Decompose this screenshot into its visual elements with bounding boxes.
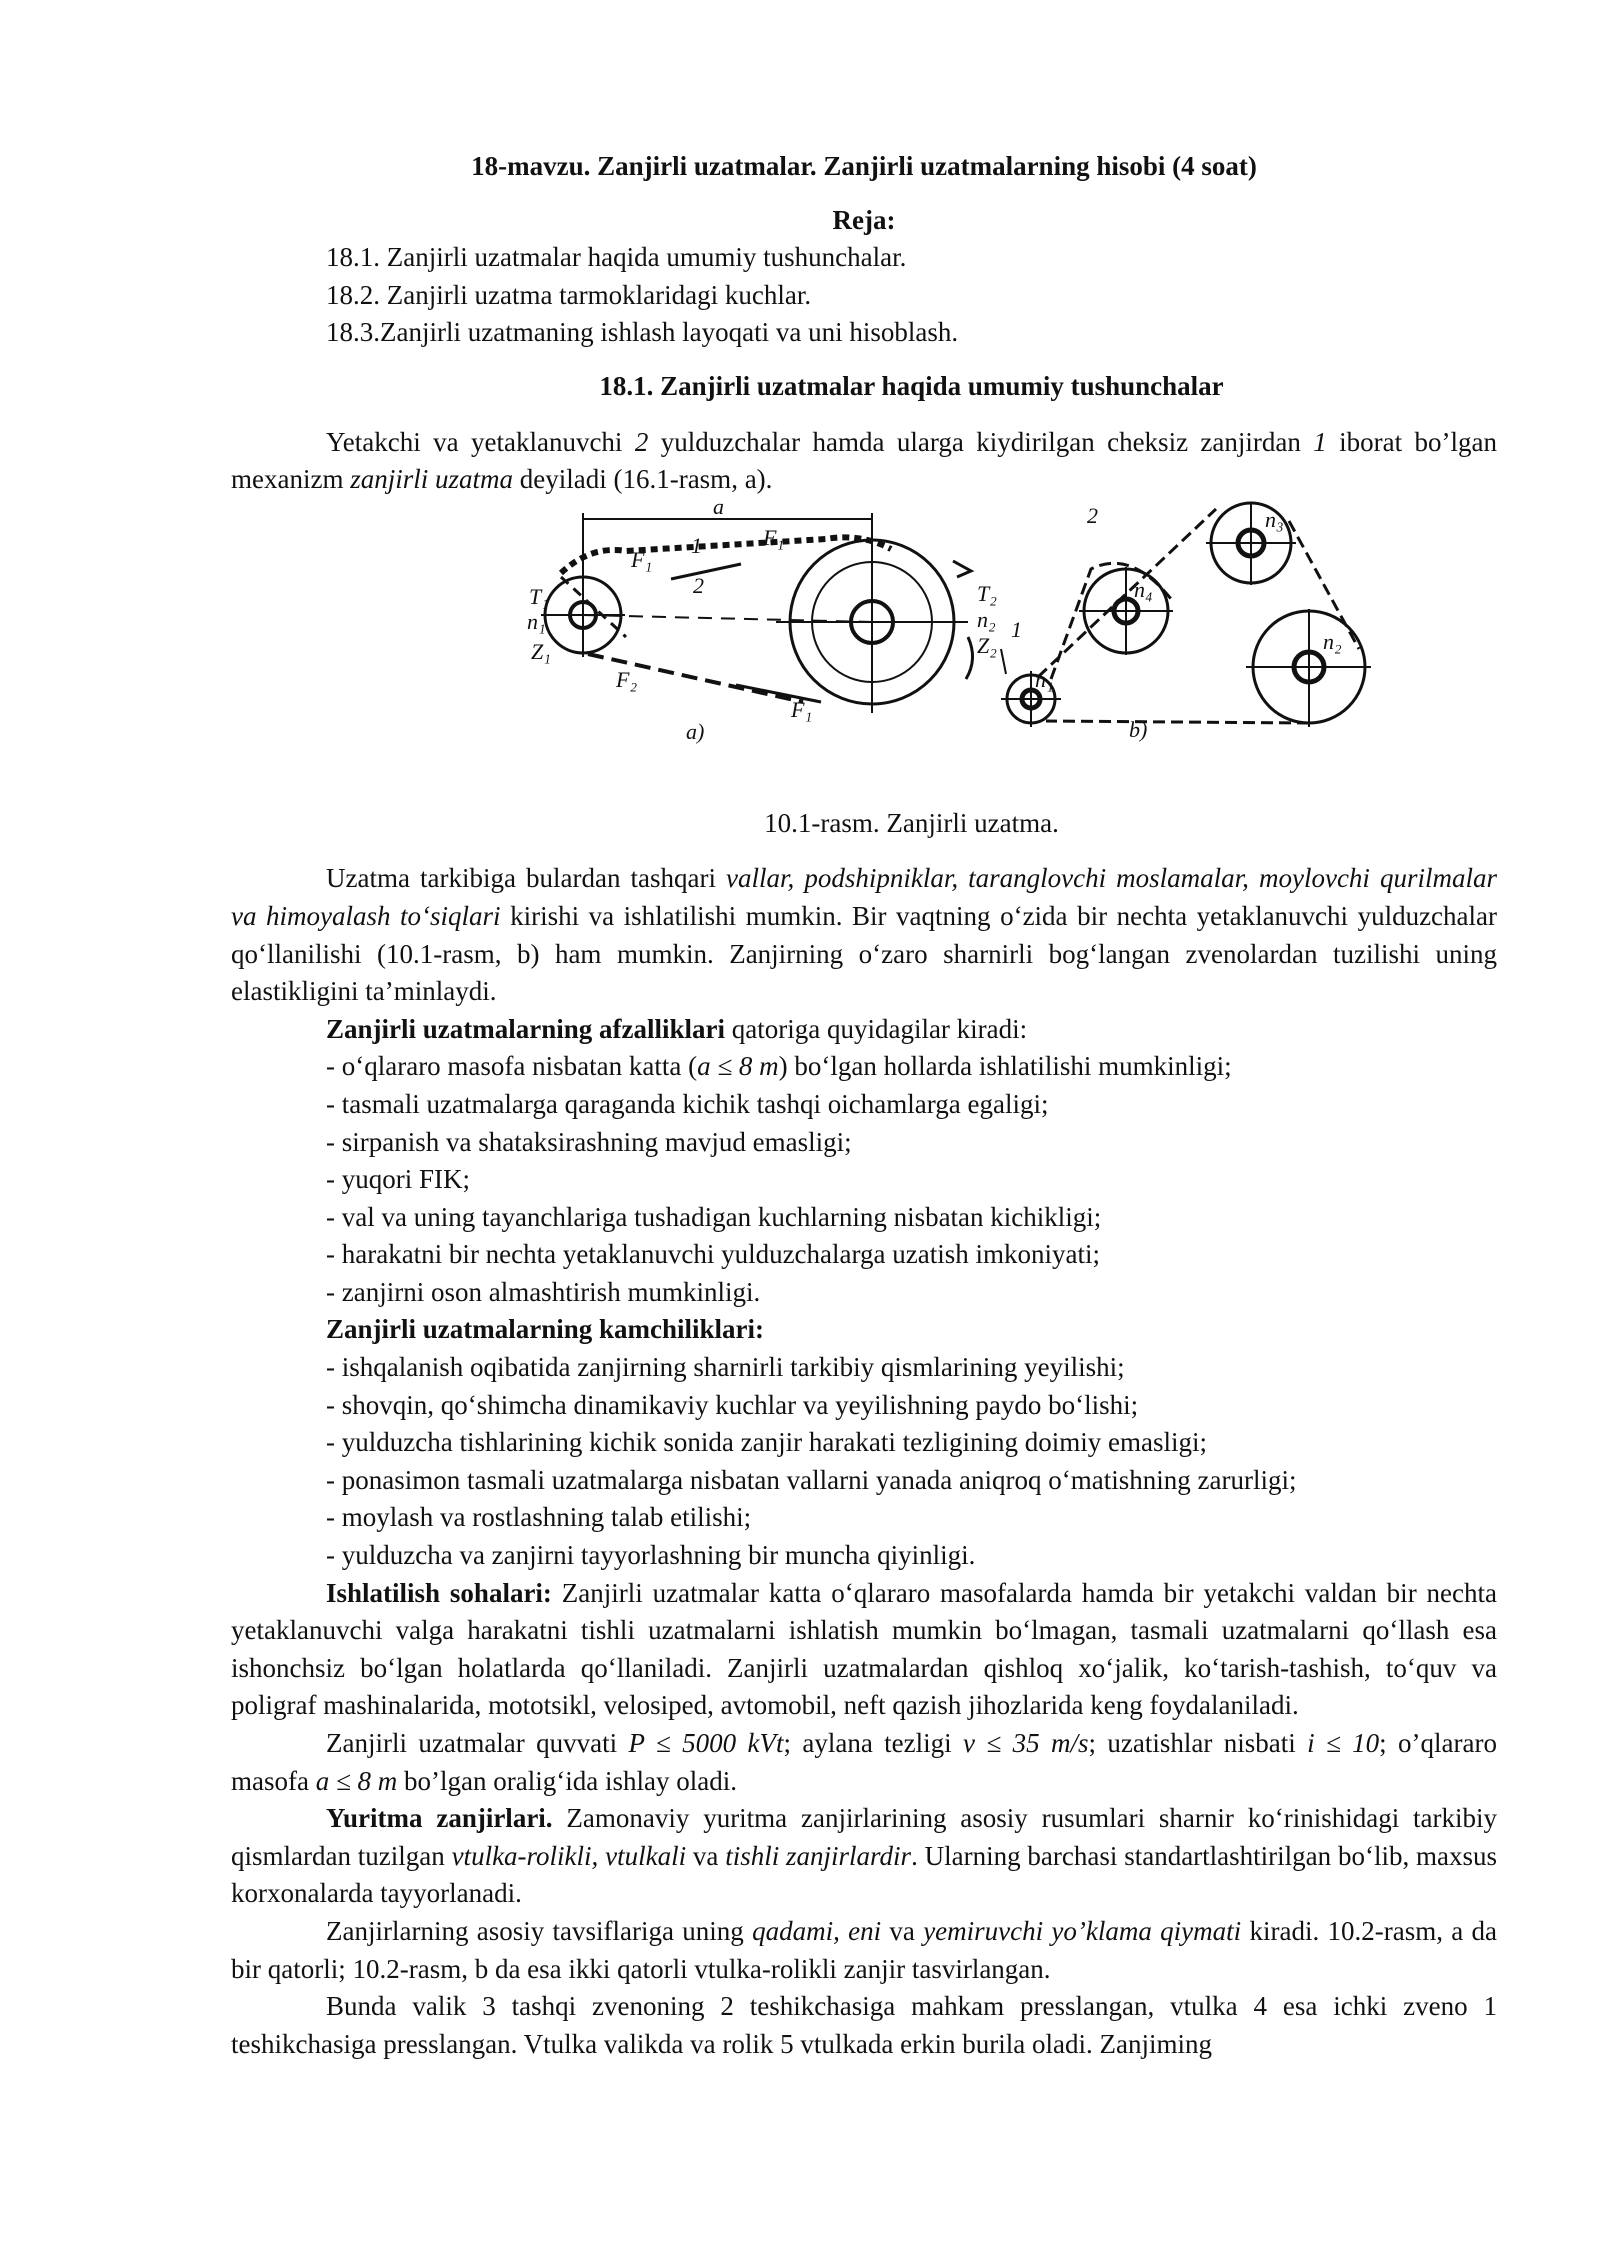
label-n1-b: n₁ <box>1035 666 1054 692</box>
text-run: va <box>881 1915 924 1946</box>
label-sub-b: b) <box>1129 716 1148 742</box>
italic-run: vallar, podshipniklar, taranglovchi moslamalar, moylovchi qurilmalar va himoyalash to‘siqlari <box>231 863 1497 931</box>
text-run: bo’lgan oralig‘ida ishlay oladi. <box>397 1765 737 1796</box>
text-run: kiradi. 10.2-rasm, a da bir qatorli; 10.2-rasm, b da esa ikki qatorli vtulka-rolikli zanjir tasvirlangan. <box>231 1915 1498 1984</box>
disadvantages-heading: Zanjirli uzatmalarning kamchiliklari: <box>326 1314 765 1345</box>
text-run: ; o’qlararo masofa <box>231 1728 1497 1796</box>
document-title: 18-mavzu. Zanjirli uzatmalar. Zanjirli uzatmalarning hisobi (4 soat) <box>471 151 1257 181</box>
plan-item: 18.2. Zanjirli uzatma tarmoklaridagi kuchlar. <box>326 279 812 310</box>
label-f2: F₂ <box>616 666 638 692</box>
label-b-two: 2 <box>1087 502 1098 528</box>
text-run: kirishi va ishlatilishi mumkin. Bir vaqtning o‘zida bir nechta yetaklanuvchi yulduzchalar qo‘llanilishi (10.1-rasm, b) ham mumkin. Zanjirning o‘zaro sharnirli bog‘langan zvenolardan tuzilishi uning elastikligini ta’minlaydi. <box>231 900 1498 1007</box>
italic-run: v ≤ 35 m/s <box>963 1728 1089 1758</box>
advantage-item <box>231 1124 1497 1162</box>
italic-run: tishli zanjirlardir <box>725 1840 912 1871</box>
power-paragraph <box>231 1725 1497 1800</box>
label-f1-bottom: F₁ <box>791 696 813 722</box>
italic-run: a ≤ 8 m <box>315 1765 398 1796</box>
disadvantage-item: - yulduzcha va zanjirni tayyorlashning bir muncha qiyinligi. <box>326 1540 976 1571</box>
composition-paragraph <box>231 860 1497 1010</box>
text-run: Zanjirlarning asosiy tavsiflariga uning <box>326 1915 753 1946</box>
figure-caption: 10.1-rasm. Zanjirli uzatma. <box>764 807 1059 838</box>
chains-paragraph <box>231 1800 1497 1913</box>
text-run: va <box>686 1840 726 1871</box>
disadvantage-item: - moylash va rostlashning talab etilishi; <box>326 1502 752 1533</box>
italic-run: yemiruvchi yo’klama qiymati <box>923 1915 1242 1946</box>
text-run: ) bo‘lgan hollarda ishlatilishi mumkinligi; <box>778 1051 1232 1082</box>
text-run: - harakatni bir nechta yetaklanuvchi yulduzchalarga uzatish imkoniyati; <box>326 1239 1100 1270</box>
characteristics-paragraph <box>231 1913 1497 1988</box>
label-z2: Z₂ <box>977 632 997 658</box>
text-run: - o‘qlararo masofa nisbatan katta ( <box>326 1051 698 1082</box>
label-n1: n₁ <box>527 608 546 634</box>
text-run: iborat bo’lgan mexanizm <box>231 426 1497 495</box>
label-z1: Z₁ <box>531 638 551 664</box>
text-run: Zamonaviy yuritma zanjirlarining asosiy rusumlari sharnir ko‘rinishidagi tarkibiy qismlardan tuzilgan <box>231 1803 1498 1871</box>
disadvantage-item: - yulduzcha tishlarining kichik sonida zanjir harakati tezligining doimiy emasligi; <box>326 1427 1208 1458</box>
italic-run: P ≤ 5000 kVt <box>628 1728 784 1758</box>
advantage-item <box>231 1048 1497 1086</box>
advantage-item <box>231 1161 1497 1199</box>
disadvantage-item: - ishqalanish oqibatida zanjirning sharnirli tarkibiy qismlarining yeyilishi; <box>326 1352 1125 1383</box>
text-run: - tasmali uzatmalarga qaraganda kichik tashqi oichamlarga egaligi; <box>326 1088 1049 1119</box>
text-run: Zanjirli uzatmalar katta o‘qlararo masofalarda hamda bir yetakchi valdan bir nechta yetaklanuvchi valga harakatni tishli uzatmalarni ishlatish mumkin bo‘lmagan, tasmali uzatmalarni qo‘llash esa ishonchsiz bo‘lgan holatlarda qo‘llaniladi. Zanjirli uzatmalardan qishloq xo‘jalik, ko‘tarish-tashish, to‘quv va poligraf mashinalarida, mototsikl, velosiped, avtomobil, neft qazish jihozlarida keng foydalaniladi. <box>231 1577 1497 1721</box>
advantages-heading <box>231 1011 1497 1049</box>
label-sub-a: a) <box>686 718 705 744</box>
label-b-one: 1 <box>1011 616 1022 642</box>
advantage-item <box>231 1236 1497 1274</box>
disadvantage-item: - shovqin, qo‘shimcha dinamikaviy kuchlar va yeyilishning paydo bo‘lishi; <box>326 1389 1139 1420</box>
italic-run: vtulka-rolikli, vtulkali <box>451 1840 687 1871</box>
text-run: - yuqori FIK; <box>326 1164 470 1195</box>
text-run: Bunda valik 3 tashqi zvenoning 2 teshikchasiga mahkam presslangan, vtulka 4 esa ichki zveno 1 teshikchasiga presslangan. Vtulka valikda va rolik 5 vtulkada erkin burila oladi. Zanjiming <box>231 1991 1497 2059</box>
advantages-list <box>231 1048 1497 1311</box>
bold-run: Ishlatilish sohalari: <box>326 1577 552 1608</box>
disadvantages-list <box>231 1349 1497 1575</box>
text-run: - val va uning tayanchlariga tushadigan kuchlarning nisbatan kichikligi; <box>326 1201 1102 1232</box>
advantage-item <box>231 1274 1497 1312</box>
label-n2: n₂ <box>977 606 996 632</box>
diagram-b <box>1001 503 1371 727</box>
italic-run: a ≤ 8 m <box>697 1051 779 1082</box>
plan-item: 18.3.Zanjirli uzatmaning ishlash layoqati va uni hisoblash. <box>326 317 959 348</box>
text-run: deyiladi (16.1-rasm, a). <box>513 464 773 495</box>
text-run: . Ularning barchasi standartlashtirilgan bo‘lib, maxsus korxonalarda tayyorlanadi. <box>231 1840 1498 1909</box>
label-f1-left: F₁ <box>631 546 653 572</box>
text-run: Uzatma tarkibiga bulardan tashqari <box>326 863 727 894</box>
label-n2-b: n₂ <box>1323 628 1342 654</box>
advantage-item <box>231 1199 1497 1237</box>
intro-paragraph <box>231 424 1497 499</box>
label-one: 1 <box>691 532 702 558</box>
text-run: yulduzchalar hamda ularga kiydirilgan cheksiz zanjirdan <box>648 426 1314 457</box>
section-heading: 18.1. Zanjirli uzatmalar haqida umumiy tushunchalar <box>599 370 1224 401</box>
label-f1-right: F₁ <box>763 524 785 550</box>
diagram-a <box>541 513 973 713</box>
text-run: Zanjirli uzatmalar quvvati <box>326 1728 629 1758</box>
text-run: - zanjirni oson almashtirish mumkinligi. <box>326 1276 761 1307</box>
text-run: ; aylana tezligi <box>783 1728 964 1758</box>
plan-label: Reja: <box>832 204 896 235</box>
document-body <box>231 148 1497 2063</box>
italic-run: 2 <box>634 426 649 457</box>
text-run: - sirpanish va shataksirashning mavjud emasligi; <box>326 1126 852 1157</box>
label-n4: n₄ <box>1134 576 1153 602</box>
plan-item: 18.1. Zanjirli uzatmalar haqida umumiy tushunchalar. <box>326 242 907 273</box>
label-t2: T₂ <box>977 580 997 606</box>
chain-b <box>1038 506 1359 723</box>
last-paragraph <box>231 1988 1497 2063</box>
usage-paragraph <box>231 1575 1497 1725</box>
label-n3: n₃ <box>1265 506 1284 532</box>
plan-list <box>231 239 1497 352</box>
text-run: ; uzatishlar nisbati <box>1088 1728 1308 1758</box>
label-t1: T₁ <box>529 583 549 609</box>
advantage-item <box>231 1086 1497 1124</box>
bold-run: Yuritma zanjirlari. <box>326 1803 553 1834</box>
italic-run: qadami, eni <box>752 1915 882 1946</box>
label-two: 2 <box>693 572 704 598</box>
label-a-distance: a <box>713 493 724 519</box>
italic-run: zanjirli uzatma <box>350 464 513 495</box>
figure-chain-drive <box>231 493 1497 797</box>
text-run: Yetakchi va yetaklanuvchi <box>326 426 635 457</box>
disadvantage-item: - ponasimon tasmali uzatmalarga nisbatan vallarni yanada aniqroq o‘matishning zarurligi; <box>326 1464 1297 1495</box>
bold-run: Zanjirli uzatmalarning afzalliklari <box>326 1013 725 1044</box>
text-run: qatoriga quyidagilar kiradi: <box>725 1013 1028 1044</box>
chain-drive-diagram <box>231 493 1497 797</box>
italic-run: i ≤ 10 <box>1307 1728 1380 1758</box>
italic-run: 1 <box>1313 426 1327 457</box>
